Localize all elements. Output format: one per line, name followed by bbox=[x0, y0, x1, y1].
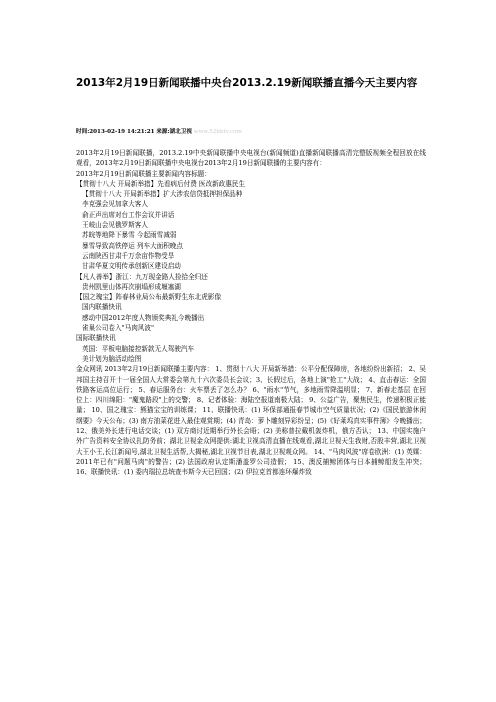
time-label: 时间: bbox=[76, 129, 90, 135]
headline-item: 美计划为脑活动绘图 bbox=[82, 354, 142, 363]
headline-item: 贵州凯里山体再次崩塌形成堰塞湖 bbox=[82, 282, 181, 291]
list-header: 2013年2月19日新闻联播主要新闻内容标题： bbox=[76, 169, 211, 178]
headline-item: 国内联播快讯 bbox=[82, 303, 122, 312]
article-title: 2013年2月19日新闻联播中央台2013.2.19新闻联播直播今天主要内容 bbox=[76, 77, 418, 89]
headline-list bbox=[76, 179, 426, 364]
headline-item: 甘肃华夏文明传承创新区建设启动 bbox=[82, 262, 181, 271]
headline-item: 国际联播快讯 bbox=[76, 334, 116, 343]
headline-item: 【凡人善举】浙江：九万现金路人捡拾全归还 bbox=[76, 272, 208, 281]
article-body bbox=[76, 148, 426, 478]
source-value: 湖北卫视 bbox=[169, 129, 192, 135]
headline-item: 【贯彻十八大 开局新举措】扩大涉农信贷抵押担保品种 bbox=[82, 190, 243, 199]
source-label: 来源: bbox=[156, 129, 170, 135]
intro-paragraph: 2013年2月19日新闻联播，2013.2.19中央新闻联播中央电视台(新闻频道)直播新闻联播高清完整版视频全程回放在线观看，2013年2月19日新闻联播中央电视台2013年2月19日新闻联播的主要内容有： bbox=[76, 149, 426, 168]
headline-item: 李克强会见加拿大客人 bbox=[82, 200, 148, 209]
time-value: 2013-02-19 14:21:21 bbox=[89, 129, 155, 135]
headline-item: 英国：平板电脑接控新款无人驾驶汽车 bbox=[82, 344, 195, 353]
headline-item: 雀巢公司卷入"马肉风波" bbox=[82, 324, 155, 333]
headline-item: 俞正声出席对台工作会议并讲话 bbox=[82, 210, 175, 219]
headline-item: 【国之瑰宝】阵春林业局公布最新野生东北虎影像 bbox=[76, 293, 222, 302]
headline-item: 王岐山会见俄罗斯客人 bbox=[82, 221, 148, 230]
headline-item: 云南陕西甘肃千万余亩作物受旱 bbox=[82, 251, 175, 260]
headline-item: 暴雪导致高铁停运 列车大面积晚点 bbox=[82, 241, 184, 250]
article-meta bbox=[76, 128, 426, 136]
source-url: www.52hbtv.com bbox=[193, 129, 242, 135]
summary-paragraph: 金众网讯 2013年2月19日新闻联播主要内容： 1、贯彻十八大 开局新举措：公平分配保障房，各地纷纷出新招； 2、吴邦国主持召开十一届全国人大常委会第九十六次委员长会议；3、长假过后，各地上演"抢工"大战； 4、直击春运：全国铁路客运高位运行； 5、春运服务台：火车票丢了怎么办？ 6、"雨水"节气，多地雨雪降温明显； 7、新春走基层 在回位上：四川绵阳："魔鬼路段"上的交警； 8、记者体验：海陆空报道南极大陆； 9、公益广告，聚焦民生，传递积极正能量； 10、国之瑰宝：熊猫宝宝的训练课； 11、联播快讯：(1) 环保部通报春节城市空气质量状况；(2)《国民旅游休闲纲要》今天公布；(3) 南方油菜花进入最佳观赏期；(4) 青岛：萝卜雕刻异彩纷呈；(5)《好莱坞真实事件簿》今晚播出； 12、俄美外长进行电话交谈；(1) 双方商讨近期举行外长会晤；(2) 美称普拉戴机轰炸机，俄方否认； 13、中国实施户外广告资料安全协议扎防务前；湖北卫视金众网提供:湖北卫视高清直播在线观看,湖北卫视天生我财,否股丰营,湖北卫视大王小王,长江新闻号,湖北卫视生活帮,大揭秘,湖北卫视节目表,湖北卫视观众网。 14、"马肉风波"席卷欧洲：(1) 英媒：2011年已有"问题马肉"的警告；(2) 法国政府认定斯潘盖罗公司造假； 15、澳反捕鲸团体与日本捕鲸船发生冲突； 16、联播快讯：(1) 委内瑞拉总统查韦斯今天已回国；(2) 伊拉克首都连环爆炸致 bbox=[76, 365, 426, 477]
headline-item: 苏皖等地降下暴雪 今起雨雪减弱 bbox=[82, 231, 177, 240]
headline-item: 感动中国2012年度人物颁奖典礼今晚播出 bbox=[82, 313, 205, 322]
headline-item: 【贯彻十八大 开局新举措】先看病后付费 医改新政惠民生 bbox=[76, 179, 246, 188]
